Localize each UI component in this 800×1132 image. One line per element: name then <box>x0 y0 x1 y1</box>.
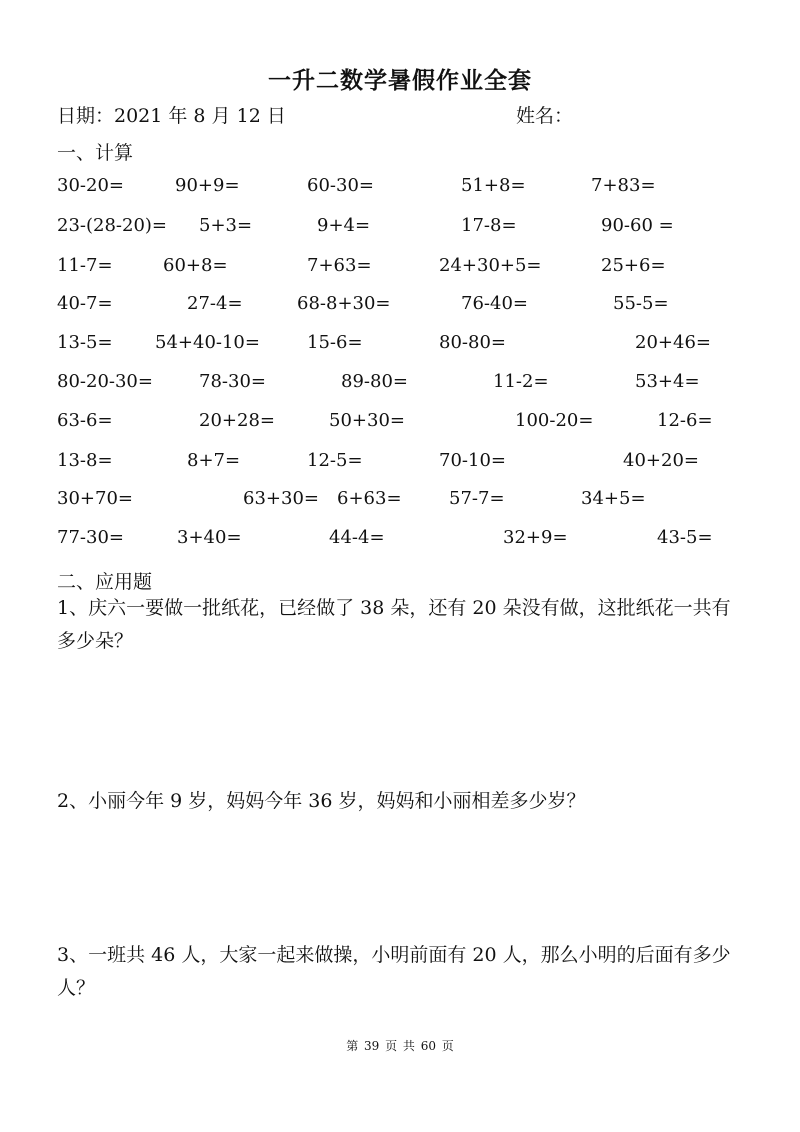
problem-item: 17-8= <box>461 215 517 236</box>
problem-item: 9+4= <box>317 215 371 236</box>
problem-item: 54+40-10= <box>155 332 260 353</box>
problem-item: 40+20= <box>623 450 699 471</box>
problem-item: 60+8= <box>163 255 228 276</box>
problem-item: 25+6= <box>601 255 666 276</box>
problem-item: 27-4= <box>187 293 243 314</box>
problem-item: 100-20= <box>515 410 594 431</box>
problem-item: 76-40= <box>461 293 528 314</box>
problem-item: 8+7= <box>187 450 241 471</box>
problem-item: 43-5= <box>657 527 713 548</box>
date-line: 日期：2021 年 8 月 12 日 <box>57 105 286 127</box>
problem-item: 3+40= <box>177 527 242 548</box>
problem-item: 78-30= <box>199 371 266 392</box>
problem-item: 68-8+30= <box>297 293 391 314</box>
problem-item: 63+30= <box>243 488 319 509</box>
problem-item: 40-7= <box>57 293 113 314</box>
problem-item: 13-8= <box>57 450 113 471</box>
section-word-problems-title: 二、应用题 <box>57 571 153 593</box>
problem-item: 60-30= <box>307 175 374 196</box>
problem-item: 63-6= <box>57 410 113 431</box>
problem-item: 90+9= <box>175 175 240 196</box>
section-calculation-title: 一、计算 <box>57 142 134 164</box>
problem-item: 57-7= <box>449 488 505 509</box>
problem-item: 12-6= <box>657 410 713 431</box>
problem-item: 23-(28-20)= <box>57 215 168 236</box>
problem-item: 90-60 = <box>601 215 674 236</box>
problem-item: 53+4= <box>635 371 700 392</box>
problem-item: 32+9= <box>503 527 568 548</box>
problem-item: 6+63= <box>337 488 402 509</box>
problem-item: 24+30+5= <box>439 255 542 276</box>
problem-item: 34+5= <box>581 488 646 509</box>
page-footer: 第 39 页 共 60 页 <box>346 1039 454 1053</box>
word-problem-2: 2、小丽今年 9 岁，妈妈今年 36 岁，妈妈和小丽相差多少岁？ <box>57 790 586 812</box>
problem-item: 80-20-30= <box>57 371 153 392</box>
page-title: 一升二数学暑假作业全套 <box>268 68 532 94</box>
problem-item: 89-80= <box>341 371 408 392</box>
problem-item: 5+3= <box>199 215 253 236</box>
problem-item: 11-7= <box>57 255 113 276</box>
word-problem-3: 3、一班共 46 人，大家一起来做操，小明前面有 20 人，那么小明的后面有多少人？ <box>57 944 731 999</box>
problem-item: 20+46= <box>635 332 711 353</box>
problem-item: 30+70= <box>57 488 133 509</box>
problem-item: 77-30= <box>57 527 124 548</box>
name-label: 姓名： <box>516 105 574 127</box>
problem-item: 20+28= <box>199 410 275 431</box>
problem-item: 44-4= <box>329 527 385 548</box>
problem-item: 13-5= <box>57 332 113 353</box>
problem-item: 70-10= <box>439 450 506 471</box>
problem-item: 15-6= <box>307 332 363 353</box>
problem-item: 12-5= <box>307 450 363 471</box>
problem-item: 50+30= <box>329 410 405 431</box>
problem-item: 11-2= <box>493 371 549 392</box>
problem-item: 7+83= <box>591 175 656 196</box>
problem-item: 80-80= <box>439 332 506 353</box>
problem-item: 30-20= <box>57 175 124 196</box>
problem-item: 51+8= <box>461 175 526 196</box>
word-problem-1: 1、庆六一要做一批纸花，已经做了 38 朵，还有 20 朵没有做，这批纸花一共有多少朵？ <box>57 597 731 652</box>
problem-item: 55-5= <box>613 293 669 314</box>
problem-item: 7+63= <box>307 255 372 276</box>
